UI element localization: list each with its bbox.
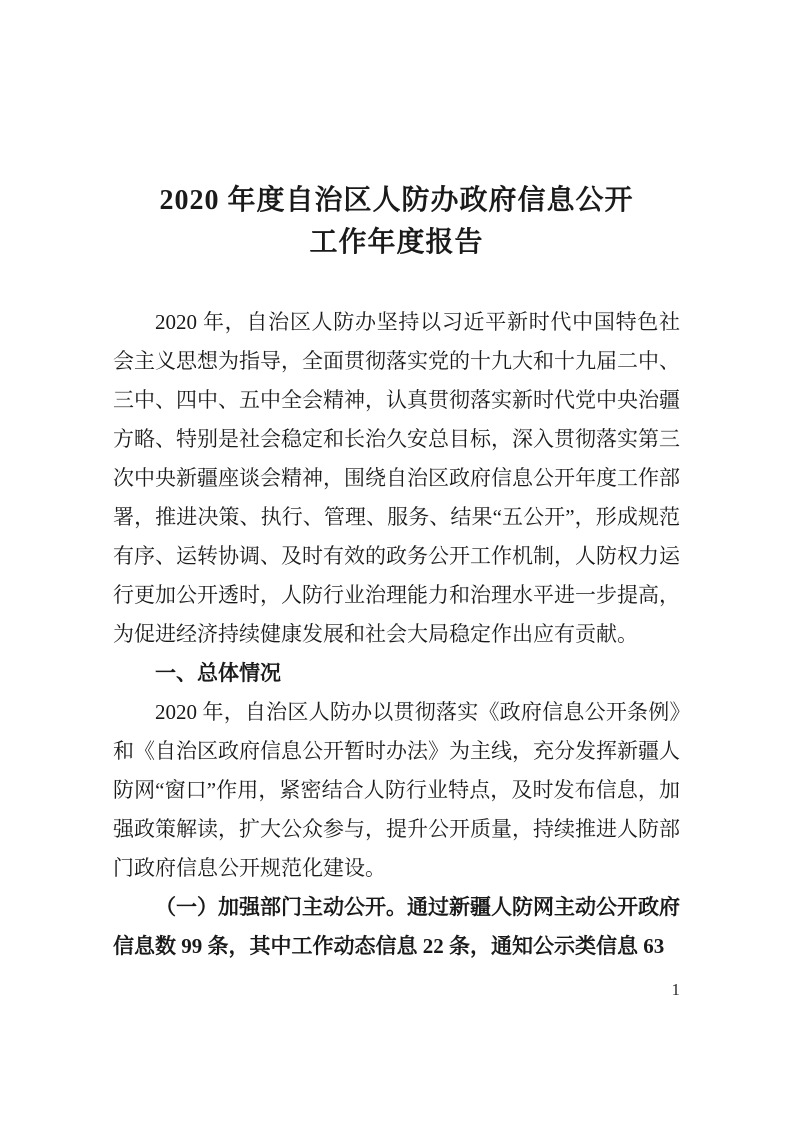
paragraph-active-disclosure xyxy=(113,888,680,966)
page-number: 1 xyxy=(671,980,680,999)
title-line-2: 工作年度报告 xyxy=(309,227,484,258)
title-line-1: 2020 年度自治区人防办政府信息公开 xyxy=(159,185,634,216)
section-heading-overall-situation: 一、总体情况 xyxy=(155,662,281,685)
paragraph-active-disclosure-lead: （一）加强部门主动公开。 xyxy=(155,896,407,919)
paragraph-overall-situation: 2020 年，自治区人防办以贯彻落实《政府信息公开条例》和《自治区政府信息公开暂时办法》为主线，充分发挥新疆人防网“窗口”作用，紧密结合人防行业特点，及时发布信息，加强政策解读，扩大公众参与，提升公开质量，持续推进人防部门政府信息公开规范化建设。 xyxy=(113,700,680,880)
paragraph-active-disclosure-text: 通过新疆人防网主动公开政府信息数 99 条，其中工作动态信息 22 条，通知公示类信息 63 xyxy=(113,895,680,958)
document-body xyxy=(113,303,680,966)
paragraph-introduction: 2020 年，自治区人防办坚持以习近平新时代中国特色社会主义思想为指导，全面贯彻落实党的十九大和十九届二中、三中、四中、五中全会精神，认真贯彻落实新时代党中央治疆方略、特别是社会稳定和长治久安总目标，深入贯彻落实第三次中央新疆座谈会精神，围绕自治区政府信息公开年度工作部署，推进决策、执行、管理、服务、结果“五公开”，形成规范有序、运转协调、及时有效的政务公开工作机制，人防权力运行更加公开透时，人防行业治理能力和治理水平进一步提高，为促进经济持续健康发展和社会大局稳定作出应有贡献。 xyxy=(113,310,680,646)
document-title xyxy=(0,180,793,264)
